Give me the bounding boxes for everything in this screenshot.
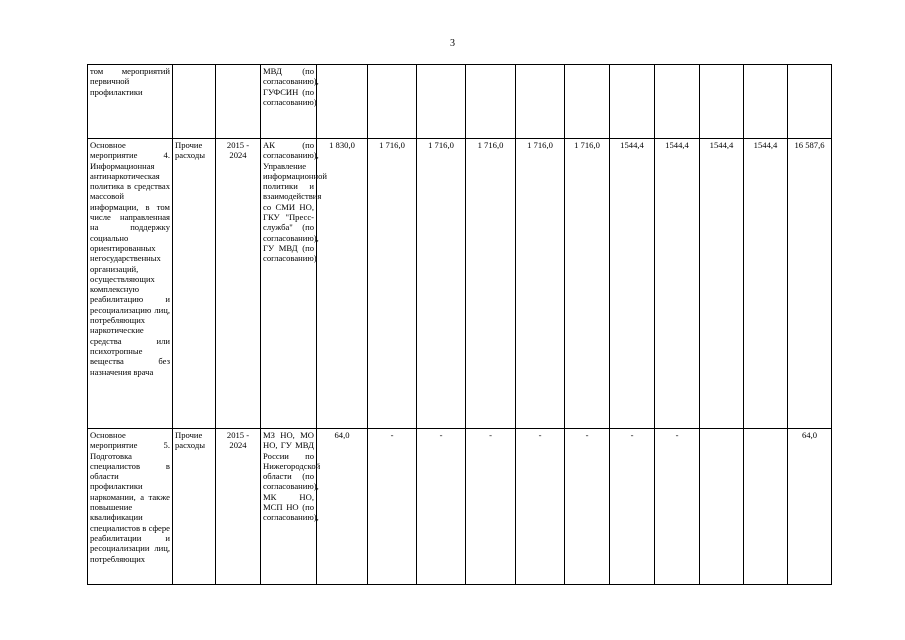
value-cell: 1 716,0 — [565, 139, 610, 429]
value-cell: - — [610, 429, 655, 585]
table-row — [88, 429, 832, 585]
executors-cell: МЗ НО, МО НО, ГУ МВД России по Нижегородской области (по согласованию), МК НО, МСП НО (по согласованию), — [261, 429, 317, 585]
value-cell: 1 716,0 — [417, 139, 466, 429]
value-cell: - — [368, 429, 417, 585]
value-cell — [417, 65, 466, 139]
executors-cell: МВД (по согласованию), ГУФСИН (по согласованию) — [261, 65, 317, 139]
value-cell: 1 716,0 — [516, 139, 565, 429]
period-cell: 2015 - 2024 — [216, 139, 261, 429]
value-cell — [744, 429, 788, 585]
value-cell — [516, 65, 565, 139]
period-cell — [216, 65, 261, 139]
page-number: 3 — [450, 38, 455, 49]
value-cell: 1544,4 — [744, 139, 788, 429]
value-cell — [700, 429, 744, 585]
value-cell: 1 830,0 — [317, 139, 368, 429]
executors-cell: АК (по согласованию), Управление информационной политики и взаимодействия со СМИ НО, ГКУ "Пресс-служба" (по согласованию), ГУ МВД (по согласованию) — [261, 139, 317, 429]
value-cell: - — [516, 429, 565, 585]
value-cell — [610, 65, 655, 139]
program-table — [87, 64, 832, 585]
event-cell: том мероприятий первичной профилактики — [88, 65, 173, 139]
value-cell: 1544,4 — [610, 139, 655, 429]
value-cell: - — [655, 429, 700, 585]
table-row — [88, 65, 832, 139]
value-cell — [466, 65, 516, 139]
value-cell — [744, 65, 788, 139]
value-cell: - — [417, 429, 466, 585]
value-cell — [317, 65, 368, 139]
value-cell: 1 716,0 — [368, 139, 417, 429]
value-cell: 1 716,0 — [466, 139, 516, 429]
table-row — [88, 139, 832, 429]
value-cell — [565, 65, 610, 139]
period-cell: 2015 - 2024 — [216, 429, 261, 585]
expense-type-cell — [173, 65, 216, 139]
expense-type-cell: Прочие расходы — [173, 139, 216, 429]
event-cell: Основное мероприятие 4. Информационная антинаркотическая политика в средствах массовой информации, в том числе направленная на поддержку социально ориентированных негосударственных организаций, осуществляющих комплексную реабилитацию и ресоциализацию лиц, потребляющих наркотические средства или психотропные вещества без назначения врача — [88, 139, 173, 429]
value-cell — [700, 65, 744, 139]
value-cell: - — [565, 429, 610, 585]
value-cell: - — [466, 429, 516, 585]
expense-type-cell: Прочие расходы — [173, 429, 216, 585]
total-cell: 64,0 — [788, 429, 832, 585]
total-cell: 16 587,6 — [788, 139, 832, 429]
total-cell — [788, 65, 832, 139]
event-cell: Основное мероприятие 5. Подготовка специалистов в области профилактики наркомании, а также повышение квалификации специалистов в сфере реабилитации и ресоциализации лиц, потребляющих — [88, 429, 173, 585]
value-cell: 1544,4 — [700, 139, 744, 429]
value-cell: 1544,4 — [655, 139, 700, 429]
value-cell — [368, 65, 417, 139]
value-cell — [655, 65, 700, 139]
value-cell: 64,0 — [317, 429, 368, 585]
